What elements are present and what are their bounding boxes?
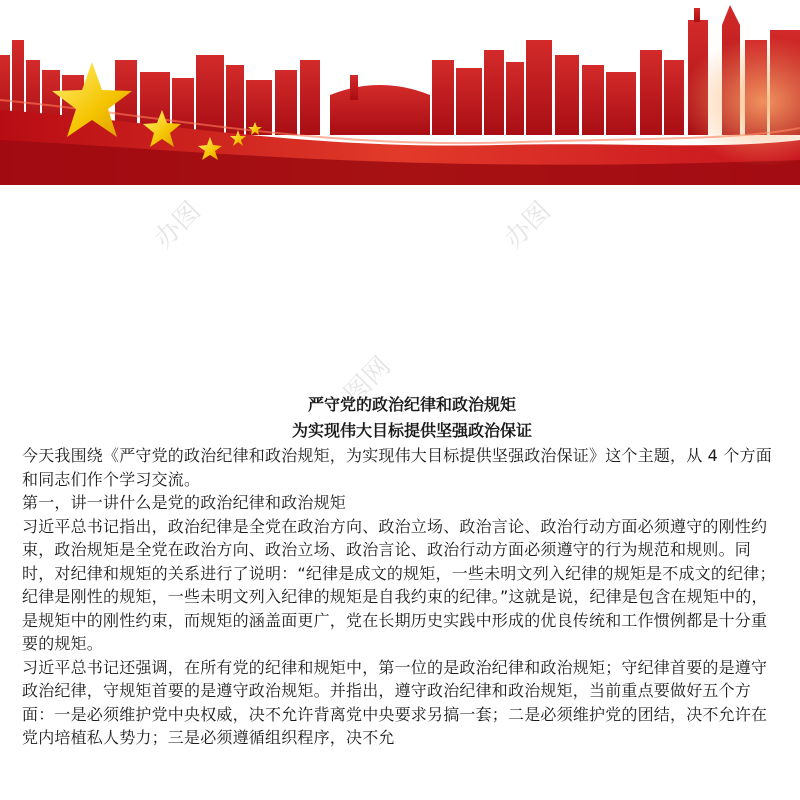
document-title: 严守党的政治纪律和政治规矩 xyxy=(307,395,516,414)
paragraph-intro: 今天我围绕《严守党的政治纪律和政治规矩，为实现伟大目标提供坚强政治保证》这个主题，从 4 个方面和同志们作个学习交流。 xyxy=(22,446,772,489)
header-banner xyxy=(0,0,800,185)
document-subtitle: 为实现伟大目标提供坚强政治保证 xyxy=(291,421,532,440)
watermark: 图网 xyxy=(338,351,397,410)
watermark: 办图 xyxy=(148,196,207,255)
watermark: 办图 xyxy=(498,196,557,255)
section-heading: 第一，讲一讲什么是党的政治纪律和政治规矩 xyxy=(22,493,347,512)
document-body xyxy=(22,392,782,750)
paragraph: 习近平总书记指出，政治纪律是全党在政治方向、政治立场、政治言论、政治行动方面必须遵守的刚性约束，政治规矩是全党在政治方向、政治立场、政治言论、政治行动方面必须遵守的行为规范和规则。同时，对纪律和规矩的关系进行了说明：“纪律是成文的规矩，一些未明文列入纪律的规矩是不成文的纪律；纪律是刚性的规矩，一些未明文列入纪律的规矩是自我约束的纪律。”这就是说，纪律是包含在规矩中的，是规矩中的刚性约束，而规矩的涵盖面更广，党在长期历史实践中形成的优良传统和工作惯例都是十分重要的规矩。 xyxy=(22,516,776,653)
paragraph: 习近平总书记还强调，在所有党的纪律和规矩中，第一位的是政治纪律和政治规矩；守纪律首要的是遵守政治纪律，守规矩首要的是遵守政治规矩。并指出，遵守政治纪律和政治规矩，当前重点要做好五个方面：一是必须维护党中央权威，决不允许背离党中央要求另搞一套；二是必须维护党的团结，决不允许在党内培植私人势力；三是必须遵循组织程序，决不允 xyxy=(22,657,768,747)
skyline-banner-graphic xyxy=(0,0,800,185)
